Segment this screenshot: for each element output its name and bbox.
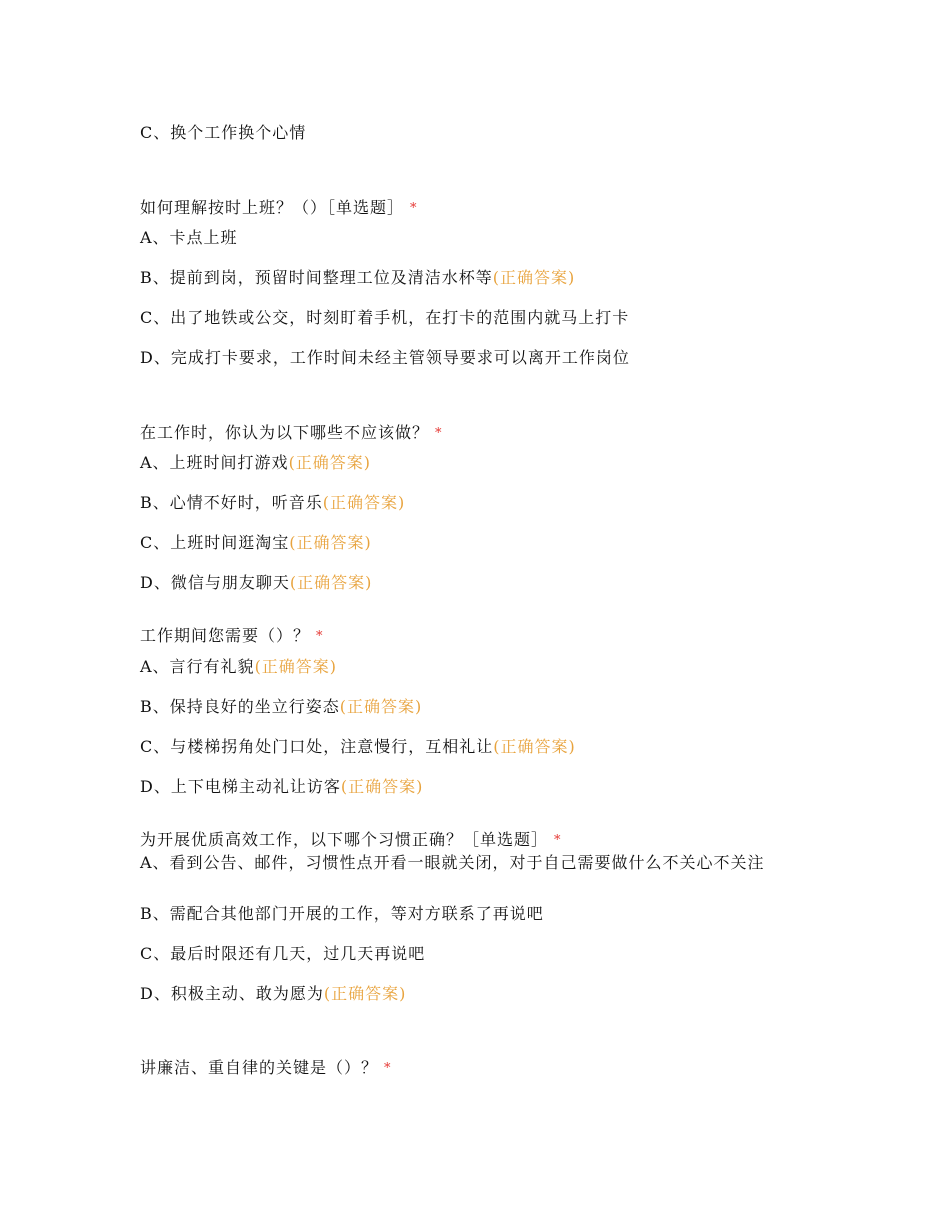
required-asterisk: * <box>554 833 562 848</box>
correct-answer-label: (正确答案) <box>289 573 373 592</box>
option-text: C、上班时间逛淘宝 <box>140 533 290 552</box>
option-item <box>140 123 306 143</box>
option-text: B、心情不好时，听音乐 <box>140 493 323 512</box>
correct-answer-label: (正确答案) <box>254 657 338 676</box>
question-text: 在工作时，你认为以下哪些不应该做？ <box>140 423 430 442</box>
correct-answer-label: (正确答案) <box>322 493 406 512</box>
option-item <box>140 573 372 593</box>
option-item <box>140 533 372 553</box>
option-item <box>140 268 575 288</box>
option-item <box>140 777 423 797</box>
question-title <box>140 1058 392 1080</box>
required-asterisk: * <box>316 629 324 644</box>
option-text: D、完成打卡要求，工作时间未经主管领导要求可以离开工作岗位 <box>140 348 630 367</box>
option-text: B、保持良好的坐立行姿态 <box>140 697 340 716</box>
correct-answer-label: (正确答案) <box>323 984 407 1003</box>
option-item <box>140 853 790 873</box>
option-item <box>140 904 544 924</box>
correct-answer-label: (正确答案) <box>289 533 372 552</box>
option-text: C、换个工作换个心情 <box>140 123 307 142</box>
question-title <box>140 626 324 648</box>
question-text: 如何理解按时上班？（）［单选题］ <box>140 198 405 217</box>
option-item <box>140 453 371 473</box>
option-text: C、出了地铁或公交，时刻盯着手机，在打卡的范围内就马上打卡 <box>140 308 630 327</box>
option-item <box>140 697 422 717</box>
option-text: A、言行有礼貌 <box>140 657 255 676</box>
required-asterisk: * <box>410 201 418 216</box>
option-text: D、积极主动、敢为愿为 <box>140 984 324 1003</box>
correct-answer-label: (正确答案) <box>493 737 576 756</box>
option-item <box>140 944 425 964</box>
option-text: B、提前到岗，预留时间整理工位及清洁水杯等 <box>140 268 493 287</box>
option-text: B、需配合其他部门开展的工作，等对方联系了再说吧 <box>140 904 544 923</box>
question-title <box>140 423 443 445</box>
correct-answer-label: (正确答案) <box>339 697 423 716</box>
required-asterisk: * <box>384 1061 392 1076</box>
option-text: A、卡点上班 <box>140 228 238 247</box>
option-item <box>140 737 576 757</box>
correct-answer-label: (正确答案) <box>340 777 424 796</box>
option-item <box>140 657 337 677</box>
option-item <box>140 308 629 328</box>
question-title <box>140 830 562 852</box>
question-text: 为开展优质高效工作，以下哪个习惯正确？［单选题］ <box>140 830 549 849</box>
option-text: D、微信与朋友聊天 <box>140 573 290 592</box>
option-item <box>140 493 405 513</box>
question-text: 讲廉洁、重自律的关键是（）？ <box>140 1058 379 1077</box>
option-item <box>140 228 238 248</box>
correct-answer-label: (正确答案) <box>288 453 372 472</box>
question-text: 工作期间您需要（）？ <box>140 626 311 645</box>
option-text: C、最后时限还有几天，过几天再说吧 <box>140 944 426 963</box>
option-item <box>140 984 406 1004</box>
option-text: C、与楼梯拐角处门口处，注意慢行，互相礼让 <box>140 737 494 756</box>
correct-answer-label: (正确答案) <box>492 268 576 287</box>
required-asterisk: * <box>435 426 443 441</box>
question-title <box>140 198 418 220</box>
option-text: D、上下电梯主动礼让访客 <box>140 777 341 796</box>
option-text: A、看到公告、邮件，习惯性点开看一眼就关闭，对于自己需要做什么不关心不关注 <box>140 853 765 872</box>
option-text: A、上班时间打游戏 <box>140 453 289 472</box>
option-item <box>140 348 630 368</box>
